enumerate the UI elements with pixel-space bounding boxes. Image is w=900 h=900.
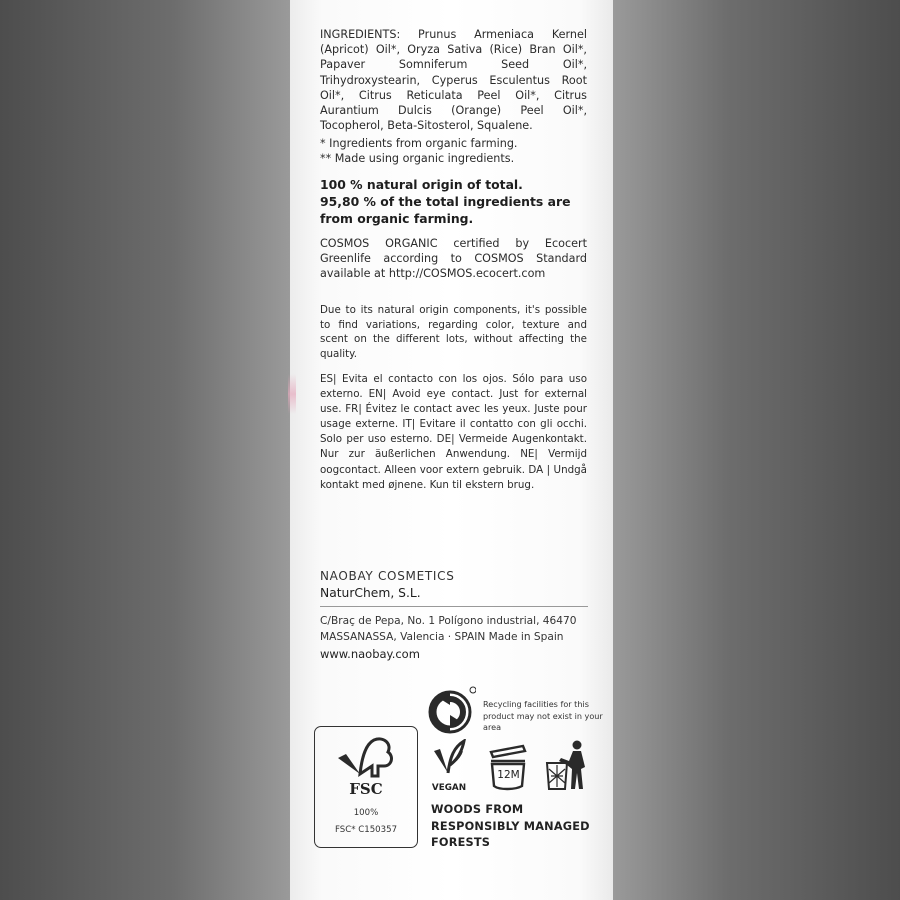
package-right-edge <box>613 0 900 900</box>
variation-notice: Due to its natural origin components, it's possible to find variations, regarding color, texture and scent on the different lots, without affecting the quality. <box>320 304 587 361</box>
vegan-leaf-icon <box>432 739 466 781</box>
address-line-2: MASSANASSA, Valencia · SPAIN Made in Spain <box>320 631 564 644</box>
organic-ingredients-note: ** Made using organic ingredients. <box>320 152 515 165</box>
fsc-percentage: 100% <box>353 808 379 818</box>
eye-contact-warnings: ES| Evita el contacto con los ojos. Sólo para uso externo. EN| Avoid eye contact. Just for external use. FR| Évitez le contact avec les yeux. Juste pour usage externe. IT| Evitare il contatto con gli occhi. Solo per uso esterno. DE| Vermeide Augenkontakt. Nur zur äußerlichen Anwendung. NE| Vermijd oogcontact. Alleen voor extern gebruik. DA | Undgå kontakt med øjnene. Kun til ekstern brug. <box>320 373 587 491</box>
pink-smudge <box>288 374 296 414</box>
fsc-tree-checkmark-icon <box>334 736 396 778</box>
ingredient-footnotes <box>320 136 587 166</box>
tidyman-bin-icon <box>545 739 591 793</box>
vegan-label: VEGAN <box>431 783 467 793</box>
natural-origin-statement <box>320 176 587 228</box>
fsc-license-code: FSC* C150357 <box>334 825 398 835</box>
cosmos-certification: COSMOS ORGANIC certified by Ecocert Greenlife according to COSMOS Standard available at http://COSMOS.ecocert.com <box>320 237 587 281</box>
natural-origin-line: 100 % natural origin of total. <box>320 177 523 192</box>
recycling-disclaimer: Recycling facilities for this product may not exist in your area <box>483 699 603 733</box>
responsible-forestry-text: WOODS FROM RESPONSIBLY MANAGED FORESTS <box>431 803 590 849</box>
fsc-label: FSC <box>349 780 383 798</box>
organic-farming-note: * Ingredients from organic farming. <box>320 137 518 150</box>
website: www.naobay.com <box>320 647 420 662</box>
ingredients-list: INGREDIENTS: Prunus Armeniaca Kernel (Apricot) Oil*, Oryza Sativa (Rice) Bran Oil*, Papaver Somniferum Seed Oil*, Trihydroxystearin, Cyperus Esculentus Root Oil*, Citrus Reticulata Peel Oil*, Citrus Aurantium Dulcis (Orange) Peel Oil*, Tocopherol, Beta-Sitosterol, Squalene. <box>320 28 587 133</box>
manufacturer-block <box>320 569 587 663</box>
package-left-edge <box>0 0 290 900</box>
organic-percentage-line: 95,80 % of the total ingredients are from organic farming. <box>320 194 571 227</box>
company-name: NaturChem, S.L. <box>320 586 421 601</box>
period-after-opening-label: 12M <box>497 769 520 781</box>
divider <box>320 606 588 607</box>
address-line-1: C/Braç de Pepa, No. 1 Polígono industrial, 46470 <box>320 615 577 628</box>
brand-name: NAOBAY COSMETICS <box>320 569 455 583</box>
open-jar-icon <box>485 744 531 792</box>
green-dot-recycle-icon <box>428 686 476 734</box>
